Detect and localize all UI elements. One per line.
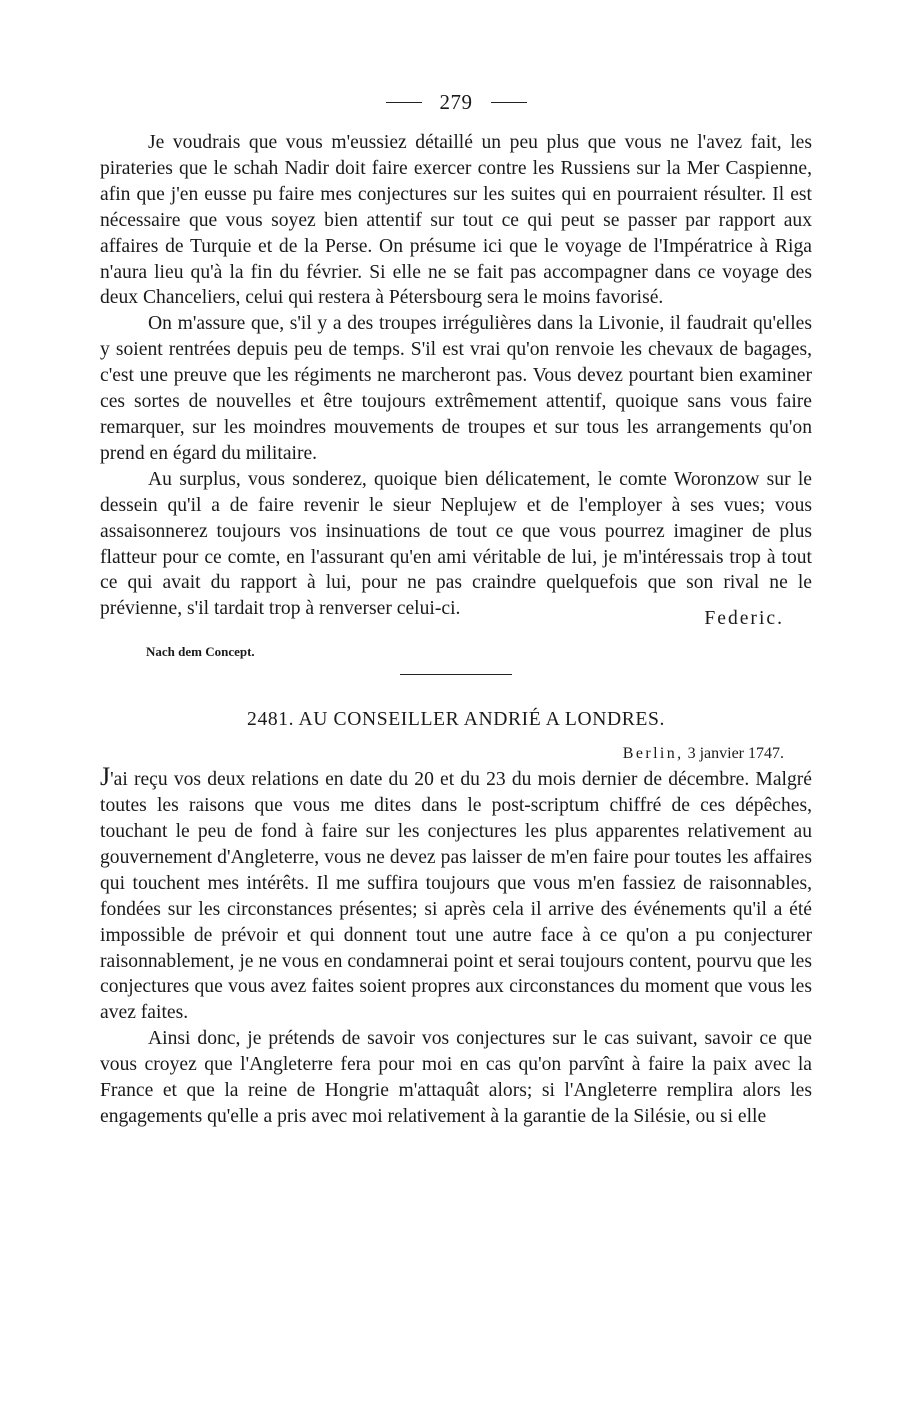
- header-rule-left: [386, 102, 422, 103]
- letter-1-paragraph-2: On m'assure que, s'il y a des troupes irrégulières dans la Livonie, il faudrait qu'elles y soient rentrées depuis peu de temps. S'il est vrai qu'on renvoie les chevaux de bagages, c'est une preuve que les régiments ne marcheront pas. Vous devez pourtant bien examiner ces sortes de nouvelles et être toujours extrêmement attentif, quoique sans vous faire remarquer, sur les moindres mouvements de troupes et sur tous les arrangements qu'on prend en égard du militaire.: [100, 313, 812, 464]
- page: [100, 90, 812, 1130]
- dateline-date: 3 janvier 1747.: [687, 745, 784, 763]
- header-rule-right: [491, 102, 527, 103]
- page-header: [100, 90, 812, 130]
- letter-2-paragraph-2: Ainsi donc, je prétends de savoir vos conjectures sur le cas suivant, savoir ce que vous croyez que l'Angleterre fera pour moi en cas qu'on parvînt à faire la paix avec la France et que la reine de Hongrie m'attaquât alors; si l'Angleterre remplira alors les engagements qu'elle a pris avec moi relativement à la garantie de la Silésie, ou si elle: [100, 1028, 812, 1127]
- letter-2-dateline: [100, 745, 784, 763]
- letter-2-paragraph-1: [100, 762, 812, 1026]
- source-note: Nach dem Concept.: [146, 644, 255, 660]
- signature: Federic.: [704, 608, 784, 630]
- letter-1-body: [100, 130, 812, 622]
- letter-2-paragraph-1-text: 'ai reçu vos deux relations en date du 20 et du 23 du mois dernier de décembre. Malgré toutes les raisons que vous me dites dans le post-scriptum chiffré de ces dépêches, touchant le peu de fond à faire sur les conjectures les plus apparentes relativement au gouvernement d'Angleterre, vous ne devez pas laisser de m'en faire pour toutes les affaires qui touchent mes intérêts. Il me suffira toujours que vous m'en fassiez de raisonnables, fondées sur les circonstances présentes; si après cela il arrive des événements qu'il a été impossible de prévoir et qui donnent tout une autre face à ce qu'on a pu conjecturer raisonnablement, je ne vous en condamnerai point et serai toujours content, pourvu que les conjectures que vous avez faites soient propres aux circonstances du moment que vous les avez faites.: [100, 769, 812, 1024]
- letter-1-paragraph-1: Je voudrais que vous m'eussiez détaillé un peu plus que vous ne l'avez fait, les pirateries que le schah Nadir doit faire exercer contre les Russiens sur la Mer Caspienne, afin que j'en eusse pu faire mes conjectures sur les suites qui en pourraient résulter. Il est nécessaire que vous soyez bien attentif sur tout ce qui peut se passer par rapport aux affaires de Turquie et de la Perse. On présume ici que le voyage de l'Impératrice à Riga n'aura lieu qu'à la fin du février. Si elle ne se fait pas accompagner dans ce voyage des deux Chanceliers, celui qui restera à Pétersbourg sera le moins favorisé.: [100, 132, 812, 309]
- dateline-place: Berlin,: [622, 745, 684, 763]
- page-number: 279: [439, 90, 473, 114]
- initial-letter: J: [100, 762, 111, 792]
- letter-2-title: 2481. AU CONSEILLER ANDRIÉ A LONDRES.: [247, 709, 665, 731]
- signature-row: [100, 608, 812, 646]
- letter-1-paragraph-3: Au surplus, vous sonderez, quoique bien délicatement, le comte Woronzow sur le dessein qu'il a de faire revenir le sieur Neplujew et de l'employer à ses vues; vous assaisonnerez toujours vos insinuations de tout ce que vous pourrez imaginer de plus flatteur pour ce comte, en l'assurant qu'en ami véritable de lui, je m'intéressais trop à tout ce qui avait du rapport à lui, pour ne pas craindre quelquefois que son rival ne le prévienne, s'il tardait trop à renverser celui-ci.: [100, 468, 812, 620]
- section-divider: [400, 674, 512, 675]
